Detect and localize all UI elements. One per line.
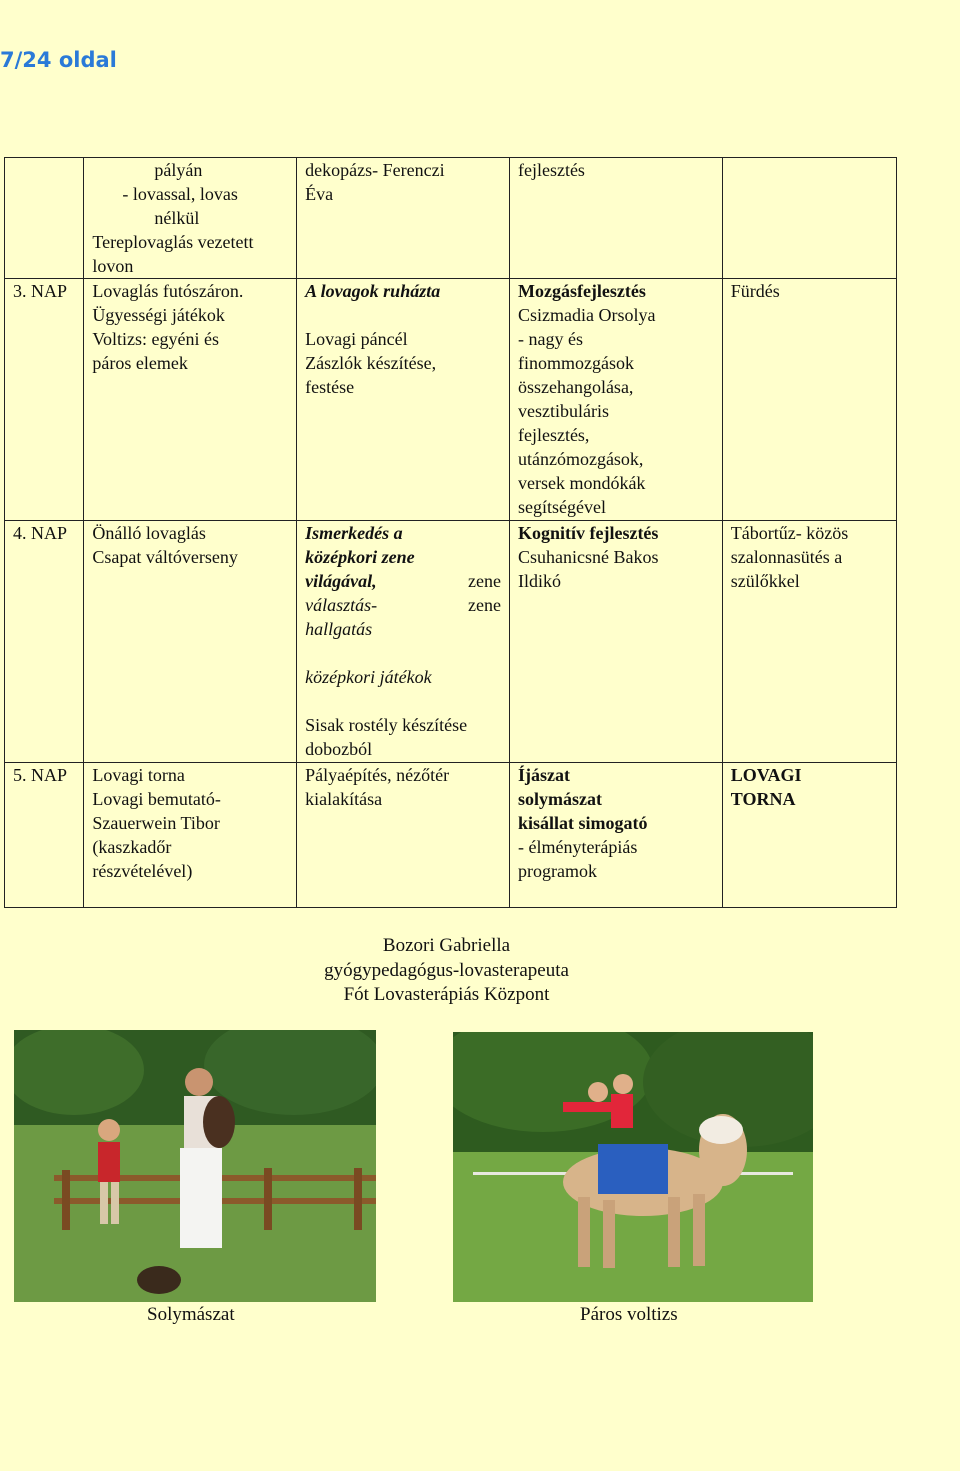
free-time-cell: Fürdés — [722, 279, 896, 521]
program-cell: Lovaglás futószáron. Ügyességi játékok Voltizs: egyéni és páros elemek — [84, 279, 297, 521]
program-cell: Lovagi torna Lovagi bemutató- Szauerwein Tibor (kaszkadőr részvételével) — [84, 763, 297, 908]
day-cell: 4. NAP — [5, 521, 84, 763]
development-cell: Íjászat solymászat kisállat simogató - élményterápiás programok — [509, 763, 722, 908]
development-cell: Mozgásfejlesztés Csizmadia Orsolya - nagy és finommozgások összehangolása, vesztibuláris fejlesztés, utánzómozgások, versek mondókák segítségével — [509, 279, 722, 521]
development-cell: fejlesztés — [509, 158, 722, 279]
development-cell: Kognitív fejlesztés Csuhanicsné Bakos Ildikó — [509, 521, 722, 763]
day-cell — [5, 158, 84, 279]
table-row — [5, 158, 897, 279]
art-cell: A lovagok ruházta Lovagi páncél Zászlók készítése, festése — [297, 279, 510, 521]
author-signature — [0, 934, 893, 1008]
pair-vaulting-photo — [453, 1032, 813, 1302]
table-row — [5, 763, 897, 908]
falconry-caption: Solymászat — [147, 1304, 235, 1325]
program-cell: pályán - lovassal, lovas nélkül Tereplovaglás vezetett lovon — [84, 158, 297, 279]
free-time-cell — [722, 158, 896, 279]
falconry-photo — [14, 1030, 376, 1302]
author-organization: Fót Lovasterápiás Központ — [343, 984, 550, 1005]
day-cell: 5. NAP — [5, 763, 84, 908]
page-number-label: 7/24 oldal — [0, 48, 117, 72]
pair-vaulting-photo-illustration — [453, 1032, 813, 1302]
free-time-cell: Tábortűz- közös szalonnasütés a szülőkkel — [722, 521, 896, 763]
art-cell: dekopázs- Ferenczi Éva — [297, 158, 510, 279]
table-row — [5, 521, 897, 763]
table-row — [5, 279, 897, 521]
art-cell: Ismerkedés a középkori zene világával, zene választás- zene hallgatás középkori játékok Sisak rostély készítése dobozból — [297, 521, 510, 763]
falconry-photo-illustration — [14, 1030, 376, 1302]
art-cell: Pályaépítés, nézőtér kialakítása — [297, 763, 510, 908]
author-name: Bozori Gabriella — [382, 935, 511, 956]
camp-schedule-table — [4, 157, 897, 908]
author-title: gyógypedagógus-lovasterapeuta — [324, 959, 569, 981]
day-cell: 3. NAP — [5, 279, 84, 521]
pair-vaulting-caption: Páros voltizs — [580, 1304, 678, 1325]
program-cell: Önálló lovaglás Csapat váltóverseny — [84, 521, 297, 763]
free-time-cell: LOVAGI TORNA — [722, 763, 896, 908]
